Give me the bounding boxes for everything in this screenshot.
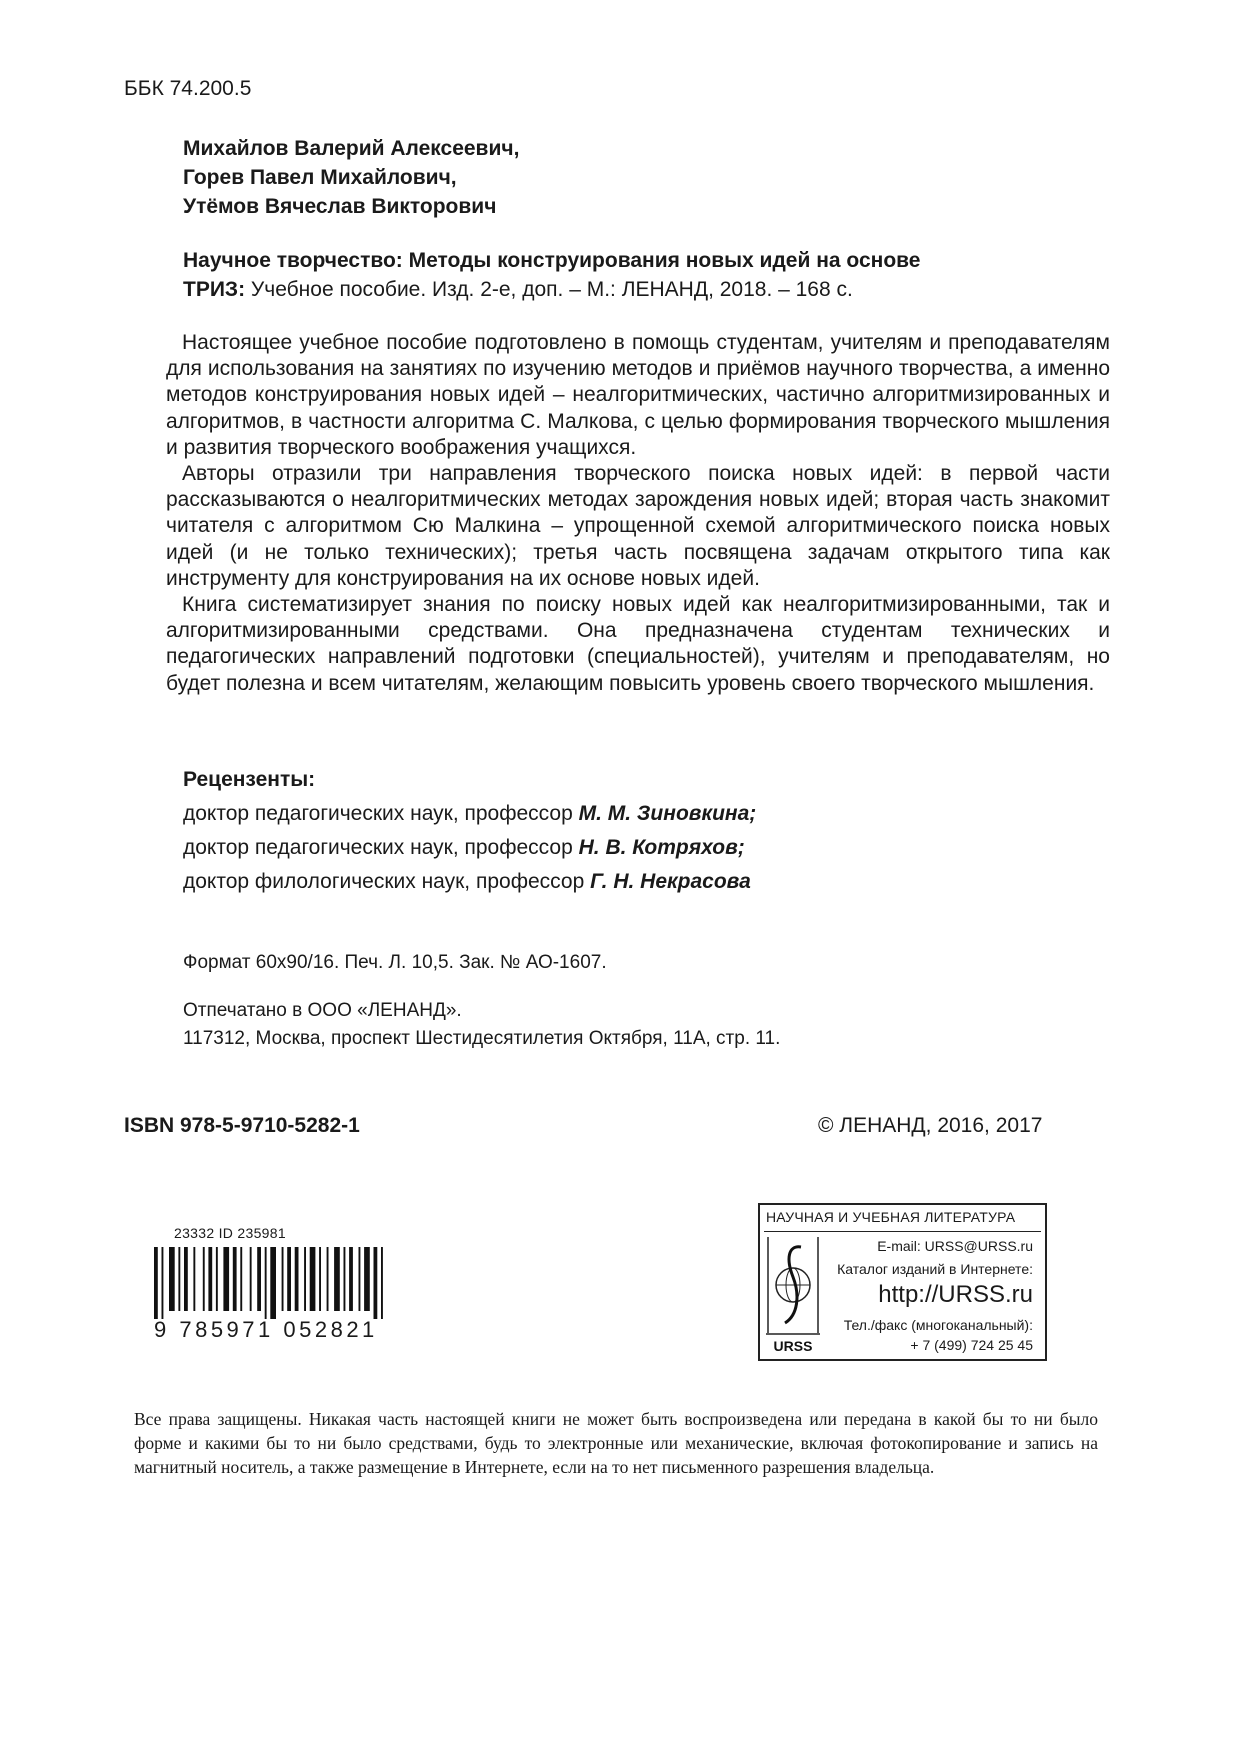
publisher-catalog-label: Каталог изданий в Интернете: [837, 1261, 1033, 1277]
format-info: Формат 60х90/16. Печ. Л. 10,5. Зак. № АО-1607. [183, 952, 607, 973]
reviewer-line: доктор филологических наук, профессор Г. Н. Некрасова [183, 870, 751, 893]
reviewers-heading: Рецензенты: [183, 768, 316, 791]
reviewers-block [183, 765, 756, 899]
book-title [183, 246, 1103, 304]
publisher-url: http://URSS.ru [878, 1281, 1033, 1308]
abstract-paragraph: Книга систематизирует знания по поиску новых идей как неалгоритмизированными, так и алгоритмизированными средствами. Она предназначена студентам технических и педагогических направлений подготовки (специальностей), учителям и преподавателям, но будет полезна и всем читателям, желающим повысить уровень своего творческого мышления. [166, 593, 1110, 695]
author-name: Михайлов Валерий Алексеевич, [183, 137, 520, 160]
publisher-tel-label: Тел./факс (многоканальный): [843, 1317, 1033, 1333]
reviewer-line: доктор педагогических наук, профессор М. М. Зиновкина; [183, 802, 757, 825]
urss-logo-icon [766, 1237, 820, 1355]
barcode [150, 1225, 410, 1345]
barcode-bars-icon [150, 1247, 400, 1319]
bbk-code: ББК 74.200.5 [124, 77, 252, 100]
copyright: © ЛЕНАНД, 2016, 2017 [818, 1114, 1043, 1137]
reviewer-name: М. М. Зиновкина; [578, 802, 757, 825]
abstract-paragraph: Настоящее учебное пособие подготовлено в помощь студентам, учителям и преподавателям для использования на занятиях по изучению методов и приёмов научного творчества, а именно методов конструирования новых идей – неалгоритмических, частично алгоритмизированных и алгоритмов, в частности алгоритма С. Малкова, с целью формирования творческого мышления и развития творческого воображения учащихся. [166, 331, 1110, 459]
barcode-id: 23332 ID 235981 [174, 1225, 286, 1241]
authors-block [183, 134, 519, 221]
abstract [166, 330, 1110, 697]
barcode-digits: 9 785971 052821 [154, 1317, 378, 1342]
reviewer-name: Г. Н. Некрасова [590, 870, 751, 893]
printer-address: 117312, Москва, проспект Шестидесятилетия Октября, 11А, стр. 11. [183, 1028, 781, 1049]
publisher-email: E-mail: URSS@URSS.ru [877, 1238, 1033, 1254]
abstract-paragraph: Авторы отразили три направления творческого поиска новых идей: в первой части рассказываются о неалгоритмических методах зарождения новых идей; вторая часть знакомит читателя с алгоритмом Сю Малкина – упрощенной схемой алгоритмического поиска новых идей (и не только технических); третья часть посвящена задачам открытого типа как инструменту для конструирования на их основе новых идей. [166, 462, 1110, 590]
title-line-1: Научное творчество: Методы конструирования новых идей на основе [183, 249, 921, 272]
printer-name: Отпечатано в ООО «ЛЕНАНД». [183, 1000, 462, 1021]
divider [764, 1231, 1041, 1232]
printing-info [183, 997, 780, 1053]
svg-text:URSS: URSS [773, 1338, 813, 1354]
publisher-phone: + 7 (499) 724 25 45 [910, 1337, 1033, 1353]
author-name: Горев Павел Михайлович, [183, 166, 457, 189]
isbn: ISBN 978-5-9710-5282-1 [124, 1114, 360, 1137]
author-name: Утёмов Вячеслав Викторович [183, 195, 497, 218]
title-publication-info: Учебное пособие. Изд. 2-е, доп. – М.: ЛЕНАНД, 2018. – 168 с. [245, 278, 853, 301]
title-triz: ТРИЗ: [183, 278, 246, 301]
reviewer-name: Н. В. Котряхов; [578, 836, 745, 859]
publisher-box [758, 1203, 1047, 1361]
reviewer-line: доктор педагогических наук, профессор Н. В. Котряхов; [183, 836, 745, 859]
rights-notice: Все права защищены. Никакая часть настоящей книги не может быть воспроизведена или передана в какой бы то ни было форме и какими бы то ни было средствами, будь то электронные или механические, включая фотокопирование и запись на магнитный носитель, а также размещение в Интернете, если на то нет письменного разрешения владельца. [134, 1409, 1098, 1477]
publisher-heading: НАУЧНАЯ И УЧЕБНАЯ ЛИТЕРАТУРА [766, 1209, 1016, 1225]
